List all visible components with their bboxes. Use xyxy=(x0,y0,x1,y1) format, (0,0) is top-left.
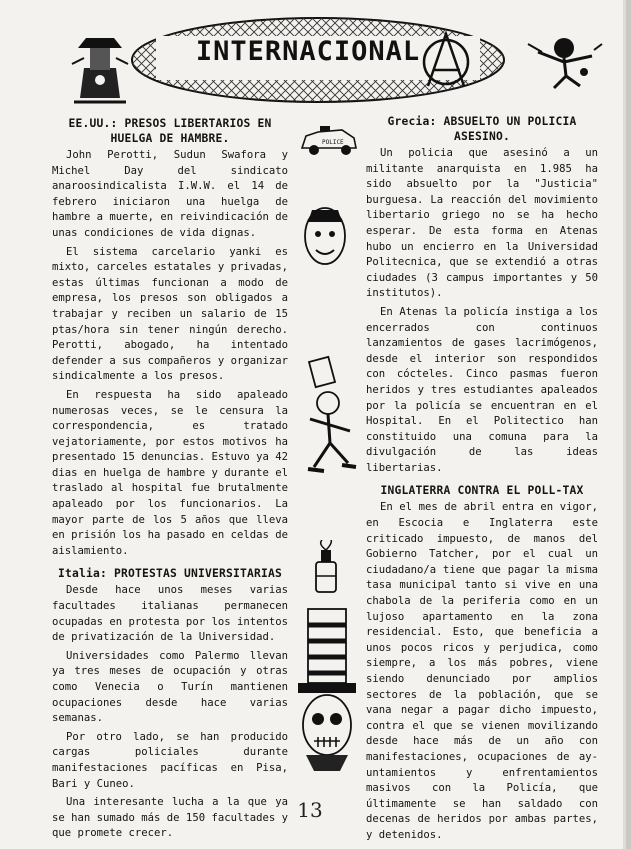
page-number: 13 xyxy=(297,798,323,822)
article-paragraph: Universidades como Palermo llevan ya tres meses de ocupación y otras como Venecia o Turín mantienen ocupaciones desde hace varias semanas. xyxy=(52,649,288,725)
article-paragraph: Un policia que asesinó a un militante anarquista en 1.985 ha sido absuelto por la "Justicia" burguesa. La reacción del movimiento libertario griego no se ha hecho esperar. De esta forma en Atenas hubo un encierro en la Universidad Politecnica, que se extendió a otras ciudades (3 campus importantes y 50 institutos). xyxy=(366,147,598,300)
molotov-bottle-illustration xyxy=(304,540,348,596)
right-column xyxy=(366,114,598,847)
running-man-illustration xyxy=(298,355,360,480)
article-heading: Grecia: ABSUELTO UN POLICIA ASESINO. xyxy=(387,115,577,143)
left-column xyxy=(52,116,288,845)
article-england xyxy=(366,483,598,843)
dancing-figure-illustration xyxy=(524,30,604,92)
article-heading: Italia: PROTESTAS UNIVERSITARIAS xyxy=(57,567,283,581)
page-edge xyxy=(626,0,631,849)
article-paragraph: Desde hace unos meses varias facultades italianas permanecen ocupadas en protesta por los intentos de privatización de la Universidad. xyxy=(52,584,288,644)
article-paragraph: Por otro lado, se han producido cargas policiales durante manifestaciones pacíficas en Pisa, Bari y Cuneo. xyxy=(52,730,288,790)
article-greece xyxy=(366,114,598,476)
article-paragraph: En Atenas la policía instiga a los encerrados con continuos lanzamientos de gases lacrimógenos, desde el interior son respondidos con cócteles. Cinco pasmas fueron heridos y tres estudiantes apaleados por la policía se encuentran en el Hospital. En el Politectico han constituido una comuna para la divulgación de las ideas libertarias. xyxy=(366,305,598,474)
article-paragraph: En el mes de abril entra en vigor, en Escocia e Inglaterra este criticado impuesto, de manos del Gobierno Tatcher, por el cual un ciudadano/a tiene que pagar la misma tasa municipal tanto si vive en una chabola de la periferia como en un lujoso apartamento en la zona residencial. Esto, que beneficia a unos pocos ricos y perjudica, como siempre, a los más pobres, viene siendo denunciado por amplios sectores de la población, que se vana negar a pagar dicho impuesto, contra el que se vienen movilizando desde hace más de un año con manifestaciones, ocupaciones de ay-untamientos y enfrentamientos masivos con la Policía, que últimamente se han saldado con decenas de heridos por ambas partes, y detenidos. xyxy=(366,501,598,841)
title-banner xyxy=(128,14,508,106)
police-car-illustration xyxy=(298,118,360,160)
article-paragraph: John Perotti, Sudun Swafora y Michel Day del sindicato anaroosindicalista I.W.W. el 14 de febrero iniciaron una huelga de hambre a muerte, en reivindicación de unas condiciones de vida dignas. xyxy=(52,149,288,239)
police-car-label: POLICE xyxy=(322,139,344,146)
policeman-head-illustration xyxy=(300,200,350,280)
article-paragraph: El sistema carcelario yanki es mixto, carceles estatales y privadas, estas últimas funcionan a modo de empresa, los presos son obligados a trabajar y reciben un salario de 15 ptas/hora sin tener ningún derecho. Perotti, abogado, ha intentado defender a sus compañeros y organizar sindicalmente a los presos. xyxy=(52,245,288,383)
uncle-sam-skull-illustration xyxy=(296,605,358,773)
article-paragraph: Una interesante lucha a la que ya se han sumado más de 150 facultades y que promete crecer. xyxy=(52,796,288,840)
article-italy xyxy=(52,566,288,842)
article-usa xyxy=(52,116,288,559)
article-heading: EE.UU.: PRESOS LIBERTARIOS EN HUELGA DE HAMBRE. xyxy=(68,117,272,145)
pirate-fort-illustration xyxy=(70,28,130,106)
page-title: INTERNACIONAL xyxy=(195,36,421,67)
article-paragraph: En respuesta ha sido apaleado numerosas veces, se le censura la correspondencia, es tratado vejatoriamente, por estos motivos ha presentado 15 denuncias. Estuvo ya 42 dias en huelga de hambre y durante el traslado al hospital fue brutalmente apaleado por los funcionarios. La mayor parte de los 5 años que lleva en prisión los ha pasado en celdas de aislamiento. xyxy=(52,388,288,557)
article-heading: INGLATERRA CONTRA EL POLL-TAX xyxy=(380,484,584,498)
